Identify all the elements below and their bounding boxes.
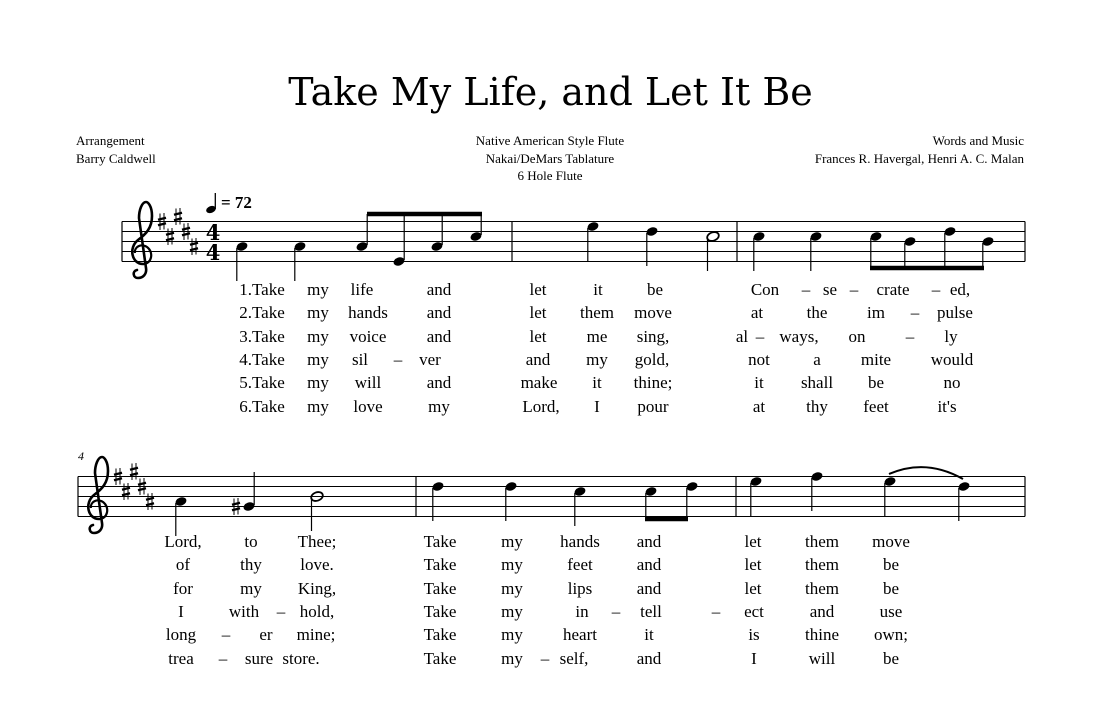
lyric-syllable: King,: [297, 579, 337, 598]
lyric-syllable: ect: [744, 602, 764, 621]
lyric-syllable: my: [428, 397, 450, 416]
lyric-syllable: Take: [423, 625, 457, 644]
lyric-syllable: them: [805, 555, 839, 574]
lyric-syllable: my: [307, 397, 329, 416]
lyric-syllable: my: [307, 280, 329, 299]
lyric-syllable: let: [529, 280, 547, 299]
lyric-syllable: let: [744, 532, 762, 551]
lyric-syllable: –: [393, 350, 403, 369]
lyric-syllable: –: [540, 649, 550, 668]
lyric-syllable: 4.Take: [239, 350, 285, 369]
lyric-syllable: my: [586, 350, 608, 369]
lyric-syllable: ly: [944, 327, 958, 346]
lyric-syllable: at: [752, 397, 766, 416]
lyric-syllable: and: [426, 280, 452, 299]
lyric-syllable: move: [634, 303, 672, 322]
lyric-syllable: hold,: [299, 602, 335, 621]
lyric-syllable: store.: [282, 649, 320, 668]
lyric-syllable: –: [755, 327, 765, 346]
lyric-syllable: my: [307, 327, 329, 346]
lyric-syllable: sing,: [636, 327, 670, 346]
time-signature-upper: 4: [205, 220, 221, 245]
lyric-syllable: –: [218, 649, 228, 668]
lyric-syllable: move: [872, 532, 910, 551]
composer-names: Frances R. Havergal, Henri A. C. Malan: [814, 150, 1024, 166]
lyric-syllable: voice: [349, 327, 387, 346]
treble-clef-icon: [88, 457, 108, 533]
lyric-syllable: it: [644, 625, 654, 644]
lyric-syllable: and: [525, 350, 551, 369]
lyric-syllable: mite: [860, 350, 892, 369]
lyric-syllable: lips: [567, 579, 593, 598]
lyric-syllable: mine;: [296, 625, 336, 644]
measure-number: 4: [78, 449, 84, 463]
staff-system-1: [122, 202, 1025, 281]
lyric-syllable: Take: [423, 649, 457, 668]
lyric-syllable: at: [750, 303, 764, 322]
lyric-syllable: my: [501, 532, 523, 551]
lyric-syllable: I: [594, 397, 600, 416]
lyric-syllable: crate: [876, 280, 910, 299]
words-music-label: Words and Music: [932, 133, 1024, 148]
lyric-syllable: use: [879, 602, 903, 621]
lyric-syllable: se: [822, 280, 838, 299]
lyric-syllable: thine: [805, 625, 839, 644]
lyric-syllable: be: [882, 649, 900, 668]
staff-system-2: [78, 457, 1025, 536]
lyric-syllable: not: [748, 350, 770, 369]
lyric-syllable: my: [240, 579, 262, 598]
lyric-syllable: self,: [559, 649, 589, 668]
lyric-syllable: life: [350, 280, 374, 299]
lyric-syllable: 5.Take: [239, 373, 285, 392]
lyric-syllable: –: [221, 625, 231, 644]
time-signature: [206, 220, 221, 265]
lyric-syllable: make: [520, 373, 558, 392]
lyric-syllable: let: [744, 555, 762, 574]
lyric-syllable: thy: [806, 397, 828, 416]
lyric-syllable: long: [165, 625, 197, 644]
lyric-syllable: on: [848, 327, 866, 346]
lyric-syllable: my: [501, 649, 523, 668]
score-title: Take My Life, and Let It Be: [288, 70, 813, 114]
lyric-syllable: it: [754, 373, 764, 392]
lyric-syllable: my: [501, 555, 523, 574]
lyric-syllable: let: [529, 303, 547, 322]
lyric-syllable: Lord,: [522, 397, 560, 416]
lyric-syllable: ver: [419, 350, 441, 369]
notes-system-2: [174, 467, 970, 536]
lyric-syllable: let: [529, 327, 547, 346]
instrument-name: Native American Style Flute: [475, 133, 625, 148]
tablature-name: Nakai/DeMars Tablature: [485, 150, 615, 166]
lyric-syllable: be: [882, 579, 900, 598]
lyric-syllable: it's: [937, 397, 957, 416]
lyric-syllable: in: [575, 602, 589, 621]
lyric-syllable: and: [426, 303, 452, 322]
lyric-syllable: –: [276, 602, 286, 621]
lyric-syllable: shall: [800, 373, 834, 392]
treble-clef-icon: [132, 202, 152, 278]
lyric-syllable: to: [244, 532, 258, 551]
lyric-syllable: heart: [563, 625, 597, 644]
lyric-syllable: Take: [423, 602, 457, 621]
lyric-syllable: I: [751, 649, 757, 668]
lyric-syllable: er: [259, 625, 273, 644]
lyric-syllable: Thee;: [297, 532, 337, 551]
lyric-syllable: –: [611, 602, 621, 621]
lyric-syllable: my: [501, 625, 523, 644]
lyric-syllable: –: [711, 602, 721, 621]
lyric-syllable: al: [735, 327, 749, 346]
lyric-syllable: hands: [560, 532, 600, 551]
lyric-syllable: them: [580, 303, 614, 322]
lyric-syllable: my: [501, 602, 523, 621]
lyric-syllable: ways,: [779, 327, 819, 346]
lyric-syllable: gold,: [634, 350, 670, 369]
lyric-syllable: and: [636, 555, 662, 574]
lyric-syllable: 3.Take: [239, 327, 285, 346]
lyric-syllable: and: [426, 373, 452, 392]
lyric-syllable: would: [930, 350, 974, 369]
lyric-syllable: pour: [637, 397, 669, 416]
lyric-syllable: it: [592, 373, 602, 392]
lyric-syllable: sure: [244, 649, 274, 668]
lyric-syllable: sil: [351, 350, 369, 369]
lyric-syllable: thine;: [633, 373, 673, 392]
lyric-syllable: 6.Take: [239, 397, 285, 416]
notes-system-1: [235, 214, 994, 281]
lyric-syllable: ed,: [949, 280, 971, 299]
lyric-syllable: my: [307, 350, 329, 369]
lyric-syllable: will: [808, 649, 836, 668]
staff-lines-2: [78, 477, 1025, 517]
arrangement-label: Arrangement: [76, 133, 145, 148]
lyric-syllable: and: [636, 532, 662, 551]
lyric-syllable: own;: [874, 625, 908, 644]
lyric-syllable: 2.Take: [239, 303, 285, 322]
lyric-syllable: tell: [640, 602, 662, 621]
lyric-syllable: love: [353, 397, 383, 416]
lyric-syllable: me: [586, 327, 608, 346]
lyric-syllable: im: [867, 303, 885, 322]
lyric-syllable: –: [931, 280, 941, 299]
lyric-syllable: –: [849, 280, 859, 299]
time-signature-lower: 4: [205, 240, 221, 265]
lyric-syllable: it: [593, 280, 603, 299]
lyric-syllable: –: [905, 327, 915, 346]
lyric-syllable: pulse: [937, 303, 973, 322]
lyric-syllable: will: [354, 373, 382, 392]
lyric-syllable: Take: [423, 579, 457, 598]
lyric-syllable: Con: [750, 280, 780, 299]
lyric-syllable: 1.Take: [239, 280, 285, 299]
lyric-syllable: with: [228, 602, 260, 621]
lyric-syllable: trea: [168, 649, 194, 668]
lyric-syllable: and: [809, 602, 835, 621]
lyric-syllable: my: [307, 373, 329, 392]
lyric-syllable: Take: [423, 555, 457, 574]
staff-lines-1: [122, 222, 1025, 262]
lyric-syllable: hands: [348, 303, 388, 322]
lyric-syllable: a: [813, 350, 821, 369]
lyric-syllable: Lord,: [164, 532, 202, 551]
lyric-syllable: be: [882, 555, 900, 574]
flute-type: 6 Hole Flute: [517, 168, 583, 183]
lyric-syllable: be: [646, 280, 664, 299]
lyric-syllable: no: [943, 373, 961, 392]
lyric-syllable: and: [636, 579, 662, 598]
lyric-syllable: is: [748, 625, 760, 644]
lyric-syllable: feet: [863, 397, 889, 416]
lyric-syllable: and: [636, 649, 662, 668]
lyric-syllable: the: [806, 303, 828, 322]
lyric-syllable: for: [173, 579, 193, 598]
lyric-syllable: my: [501, 579, 523, 598]
lyric-syllable: and: [426, 327, 452, 346]
tie-slur: [889, 467, 963, 479]
lyric-syllable: be: [867, 373, 885, 392]
lyric-syllable: my: [307, 303, 329, 322]
arranger-name: Barry Caldwell: [76, 150, 156, 166]
lyric-syllable: them: [805, 579, 839, 598]
lyric-syllable: –: [910, 303, 920, 322]
lyric-syllable: of: [175, 555, 191, 574]
lyric-syllable: I: [178, 602, 184, 621]
lyric-syllable: let: [744, 579, 762, 598]
lyric-syllable: Take: [423, 532, 457, 551]
lyric-syllable: thy: [240, 555, 262, 574]
lyric-syllable: feet: [567, 555, 593, 574]
lyric-syllable: them: [805, 532, 839, 551]
lyric-syllable: –: [801, 280, 811, 299]
lyric-syllable: love.: [300, 555, 334, 574]
tempo-value: = 72: [221, 193, 252, 212]
